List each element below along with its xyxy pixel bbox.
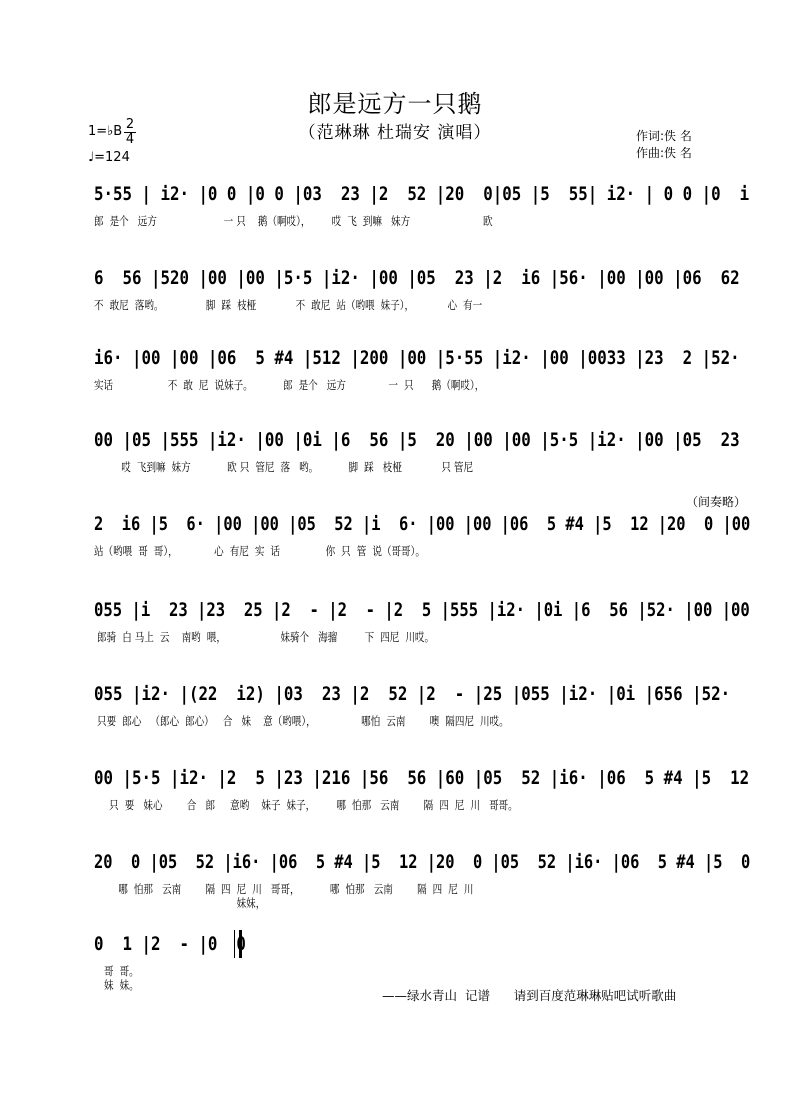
lyric-line: 郎骑 白 马上 云 南哟 喂， 妹骑个 海骝 下 四尼 川哎。: [94, 630, 435, 644]
credits: [636, 128, 692, 162]
time-signature: [124, 118, 136, 147]
notation-line: 055 |i 23 |23 25 |2 - |2 - |2 5 |555 |i2· |0i |6 56 |52· |00 |00: [94, 599, 750, 621]
key-signature: 1=♭B: [88, 124, 123, 139]
composer-credit: 作曲:佚 名: [636, 146, 692, 160]
song-subtitle: （范琳琳 杜瑞安 演唱）: [298, 123, 492, 143]
notation-line: 00 |5·5 |i2· |2 5 |23 |216 |56 56 |60 |05 52 |i6· |06 5 #4 |5 12: [94, 767, 750, 789]
notation-line: 00 |05 |555 |i2· |00 |0i |6 56 |5 20 |00 |00 |5·5 |i2· |00 |05 23: [94, 429, 740, 451]
notation-line: 2 i6 |5 6· |00 |00 |05 52 |i 6· |00 |00 |06 5 #4 |5 12 |20 0 |00: [94, 513, 751, 535]
lyric-line: 哎 飞到嘛 妹方 欧 只 管尼 落 哟。 脚 踩 枝桠 只 管尼: [94, 460, 474, 474]
lyric-line: 郎 是个 远方 一 只 鹅（啊哎）， 哎 飞 到嘛 妹方 欧: [94, 214, 493, 228]
lyric-line: 不 敢尼 落哟。 脚 踩 枝桠 不 敢尼 站（哟喂 妹子）， 心 有一: [94, 298, 483, 312]
lyric-line-alt: 妹 妹。: [104, 978, 139, 992]
lyric-line: 只要 郎心 （郎心 郎心） 合 妹 意（哟喂）， 哪怕 云南 噢 隔四尼 川哎。: [94, 714, 509, 728]
notation-line: 20 0 |05 52 |i6· |06 5 #4 |5 12 |20 0 |05 52 |i6· |06 5 #4 |5 0: [94, 851, 751, 873]
lyric-line: 哥 哥。: [104, 964, 139, 978]
tempo-marking: ♩=124: [88, 150, 130, 165]
time-signature-bottom: 4: [125, 132, 135, 147]
interlude-annotation: （间奏略）: [685, 495, 746, 509]
notation-line: i6· |00 |00 |06 5 #4 |512 |200 |00 |5·55 |i2· |00 |0033 |23 2 |52·: [94, 347, 740, 369]
notation-line: 055 |i2· |(22 i2) |03 23 |2 52 |2 - |25 |055 |i2· |0i |656 |52·: [94, 683, 731, 705]
notation-line: 5·55 | i2· |0 0 |0 0 |03 23 |2 52 |20 0|05 |5 55| i2· | 0 0 |0 i: [94, 183, 750, 205]
lyricist-credit: 作词:佚 名: [636, 129, 692, 143]
lyric-line: 只 要 妹心 合 郎 意哟 妹子 妹子， 哪 怕那 云南 隔 四 尼 川 哥哥。: [94, 798, 518, 812]
lyric-line-alt: 妹妹，: [94, 896, 266, 910]
lyric-line: 站（哟喂 哥 哥）， 心 有尼 实 话 你 只 管 说（哥哥）。: [94, 544, 425, 558]
song-title: 郎是远方一只鹅: [307, 90, 483, 118]
transcriber-footer: ——绿水青山 记谱 请到百度范琳琳贴吧试听歌曲: [382, 988, 677, 1003]
notation-line: 0 1 |2 - |0 0: [94, 933, 246, 955]
lyric-line: 哪 怕那 云南 隔 四 尼 川 哥哥， 哪 怕那 云南 隔 四 尼 川: [94, 882, 474, 896]
time-signature-top: 2: [125, 117, 135, 132]
final-barline: [234, 930, 242, 958]
notation-line: 6 56 |520 |00 |00 |5·5 |i2· |00 |05 23 |2 i6 |56· |00 |00 |06 62: [94, 267, 740, 289]
lyric-line: 实话 不 敢 尼 说妹子。 郎 是个 远方 一 只 鹅（啊哎），: [94, 378, 485, 392]
